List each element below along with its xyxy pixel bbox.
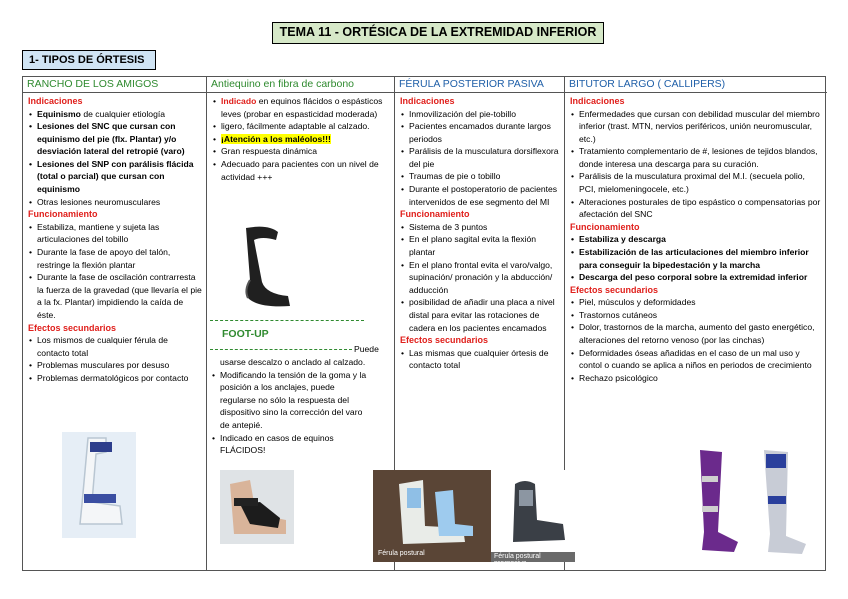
list-item: • Las mismas que cualquier órtesis de contacto total [400,347,560,372]
list-item: • Tratamiento complementario de #, lesiones de tejidos blandos, donde interesa una descarga para su curación. [570,145,823,170]
efectos-label: Efectos secundarios [28,322,117,333]
caption-ferula-progresiva: Férula postural progresiva [494,553,541,567]
efectos-label: Efectos secundarios [400,335,489,346]
list-item: • Estabilización de las articulaciones del miembro inferior para conseguir la bipedestación y la marcha [570,246,823,271]
postural-splint-photo [373,470,491,562]
list-item: • Descarga del peso corporal sobre la extremidad inferior [570,271,823,284]
column-heading-ferula: FÉRULA POSTERIOR PASIVA [395,77,564,93]
list-item: • En el plano frontal evita el varo/valgo, supinación/ pronación y la abducción/ adducción [400,259,560,297]
list-item: • Estabiliza, mantiene y sujeta las articulaciones del tobillo [28,221,202,246]
list-item: • posibilidad de añadir una placa a nivel distal para evitar las rotaciones de cadera en los pacientes encamados [400,296,560,334]
foot-up-lead: Puede [354,344,379,354]
list-item: • Enfermedades que cursan con debilidad muscular del miembro inferior (trast. MTN, nervios periféricos, unión neuromuscular, etc.) [570,108,823,146]
list-item: • ligero, fácilmente adaptable al calzado. [212,120,390,133]
list-item: • Estabiliza y descarga [570,233,823,246]
list-item: • Modificando la tensión de la goma y la posición a los anclajes, puede regularse no sólo la respuesta del dispositivo sino la corrección del varo de antepié. [211,369,371,432]
list-item: • Rechazo psicológico [570,372,823,385]
list-item: • Sistema de 3 puntos [400,221,560,234]
indicaciones-label: Indicaciones [28,96,83,106]
list-item: • Dolor, trastornos de la marcha, aumento del gasto energético, alteraciones del retorno venoso (por las cinchas) [570,321,823,346]
list-item: • Traumas de pie o tobillo [400,170,560,183]
foot-up-heading: FOOT-UP [222,328,269,340]
callipers-photo [672,446,814,558]
list-item: • Problemas dermatológicos por contacto [28,372,202,385]
list-item [212,133,390,146]
list-item: • Parálisis de la musculatura proximal del M.I. (secuela polio, PCI, mielomeningocele, etc.) [570,170,823,195]
list-item: • Piel, músculos y deformidades [570,296,823,309]
foot-up-text: usarse descalzo o anclado al calzado. • Modificando la tensión de la goma y la posición a los anclajes, puede regularse no sólo la respuesta del dispositivo sino la corrección del varo de antepié. • Indicado en casos de equinos FLÁCIDOS! [211,356,371,457]
list-item: • Problemas musculares por desuso [28,359,202,372]
list-item: • Durante el postoperatorio de pacientes intervenidos de ese segmento del MI [400,183,560,208]
list-item: • Adecuado para pacientes con un nivel de actividad +++ [212,158,390,183]
caption-ferula-postural: Férula postural [378,550,425,557]
page-title: TEMA 11 - ORTÉSICA DE LA EXTREMIDAD INFERIOR [272,22,604,44]
list-item: • Indicado en casos de equinos FLÁCIDOS! [211,432,371,457]
list-item: • Gran respuesta dinámica [212,145,390,158]
funcionamiento-label: Funcionamiento [28,209,98,220]
list-item: • Otras lesiones neuromusculares [28,196,202,209]
progressive-splint-photo [491,470,575,567]
divider [210,349,352,350]
list-item: • Deformidades óseas añadidas en el caso de un mal uso y contol o cuando se aplica a niños en periodos de crecimiento [570,347,823,372]
section-title: 1- TIPOS DE ÓRTESIS [22,50,156,70]
list-item: • Indicado en equinos flácidos o espásticos leves (probar en espasticidad moderada) [212,95,390,120]
list-item: • Lesiones del SNP con parálisis flácida (total o parcial) que cursan con equinismo [28,158,202,196]
list-item: • Los mismos de cualquier férula de contacto total [28,334,202,359]
list-item: • Lesiones del SNC que cursan con equinismo del pie (flx. Plantar) y/o desviación lateral del retropié (varo) [28,120,202,158]
list-item: • Inmovilización del pie-tobillo [400,108,560,121]
column-heading-rancho: RANCHO DE LOS AMIGOS [23,77,206,93]
efectos-label: Efectos secundarios [570,284,659,295]
list-item: • En el plano sagital evita la flexión plantar [400,233,560,258]
funcionamiento-label: Funcionamiento [570,221,640,232]
list-item: • Pacientes encamados durante largos periodos [400,120,560,145]
column-heading-antiequino: Antiequino en fibra de carbono [207,77,394,93]
list-item: • Parálisis de la musculatura dorsiflexora del pie [400,145,560,170]
list-item: • Equinismo de cualquier etiología [28,108,202,121]
rancho-orthosis-photo [62,432,136,538]
list-item: • Trastornos cutáneos [570,309,823,322]
column-heading-bitutor: BITUTOR LARGO ( CALLIPERS) [565,77,827,93]
foot-up-photo [220,470,294,544]
list-item: • Alteraciones posturales de tipo espástico o compensatorias por afectación del SNC [570,196,823,221]
list-item: • Durante la fase de oscilación contrarresta la fuerza de la gravedad (que llevaría el pie a la fx. Plantar) impidiendo la caída de éste. [28,271,202,321]
funcionamiento-label: Funcionamiento [400,209,470,220]
list-item: • Durante la fase de apoyo del talón, restringe la flexión plantar [28,246,202,271]
carbon-afo-photo [228,224,298,312]
divider [210,320,364,321]
indicaciones-label: Indicaciones [400,96,455,106]
indicaciones-label: Indicaciones [570,96,625,106]
highlight-warning: ¡Atención a los maléolos!!! [221,133,331,144]
